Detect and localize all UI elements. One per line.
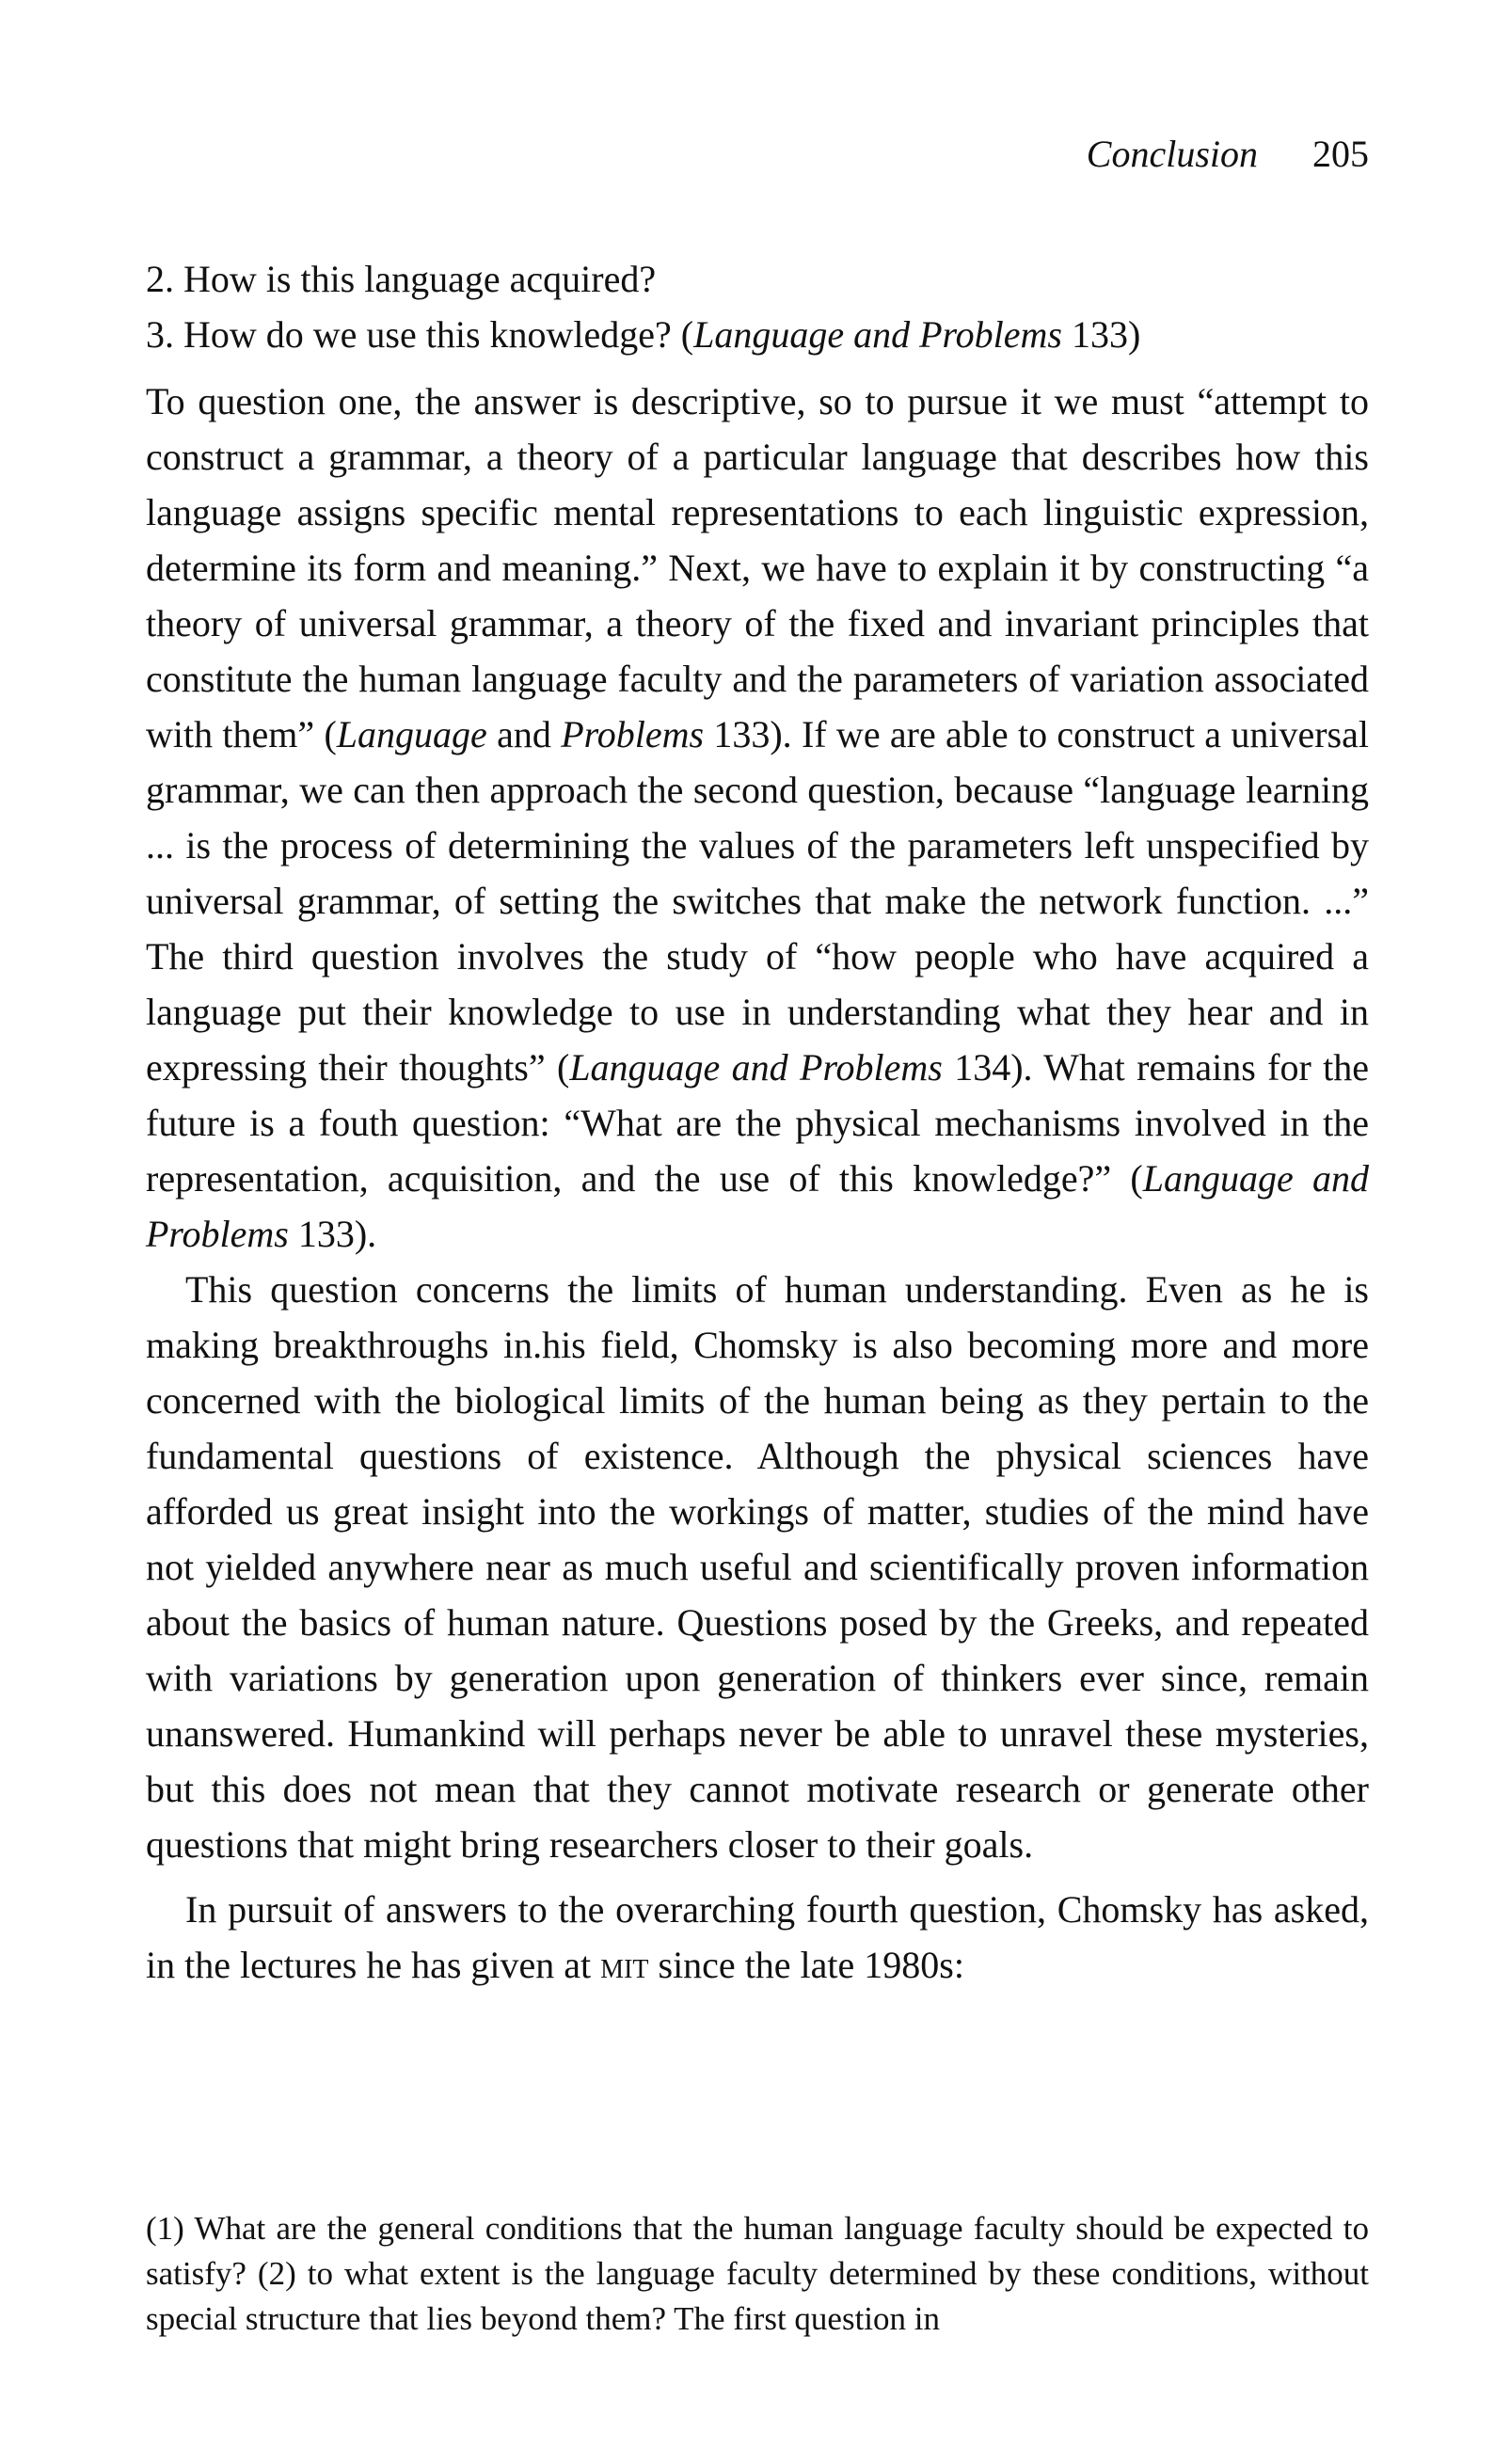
running-head — [146, 132, 1369, 177]
list-item-2 — [146, 251, 1369, 307]
paragraph-3 — [146, 1882, 1369, 1993]
paragraph-1-part-c: and — [486, 713, 562, 755]
paragraph-2: This question concerns the limits of human understanding. Even as he is making breakthroughs in.his field, Chomsky is also becoming more and more concerned with the biological limits of the human being as they pertain to the fundamental questions of existence. Although the physical sciences have afforded us great insight into the workings of matter, studies of the mind have not yielded anywhere near as much useful and scientifically proven information about the basics of human nature. Questions posed by the Greeks, and repeated with variations by generation upon generation of thinkers ever since, remain unanswered. Humankind will perhaps never be able to unravel these mysteries, but this does not mean that they cannot motivate research or generate other questions that might bring researchers closer to their goals. — [146, 1268, 1369, 1866]
paragraph-3-part-a: In pursuit of answers to the overarching fourth question, Chomsky has asked, in the lectures he has given at — [146, 1888, 1369, 1986]
list-item-2-text: 2. How is this language acquired? — [146, 258, 657, 300]
page-number: 205 — [1312, 133, 1369, 175]
block-quote: (1) What are the general conditions that the human language faculty should be expected to satisfy? (2) to what extent is the language faculty determined by these conditions, without special structure that lies beyond them? The first question in — [146, 2210, 1369, 2337]
paragraph-1 — [146, 374, 1369, 1262]
body-text — [146, 251, 1369, 1993]
paragraph-3-part-b: since the late 1980s: — [648, 1944, 964, 1986]
citation-title: Problems — [561, 713, 705, 755]
paragraph-1-part-i: 133). — [288, 1213, 377, 1255]
paragraph-1-part-g: 134). What remains for the future is a fouth question: “What are the physical mechanisms involved in the representation, acquisition, and the use of this knowledge?” ( — [146, 1046, 1369, 1200]
paragraph-1-part-a: To question one, the answer is descriptive, so to pursue it we must “attempt to construct a grammar, a theory of a particular language that describes how this language assigns specific mental representations to each linguistic expression, determine its form and meaning.” Next, we have to explain it by constructing “a theory of universal grammar, a theory of the fixed and invariant principles that constitute the human language faculty and the parameters of variation associated with them” ( — [146, 380, 1369, 755]
paragraph-1-part-e: 133). If we are able to construct a universal grammar, we can then approach the second question, because “language learning ... is the process of determining the values of the parameters left unspecified by universal grammar, of setting the switches that make the network function. ...” The third question involves the study of “how people who have acquired a language put their knowledge to use in understanding what they hear and in expressing their thoughts” ( — [146, 713, 1369, 1089]
list-item-3 — [146, 307, 1369, 362]
citation-title: Language — [336, 713, 487, 755]
citation-title: Language and Problems — [146, 1157, 1369, 1255]
citation-page: 133) — [1061, 313, 1141, 356]
citation-title: Language and Problems — [569, 1046, 943, 1089]
institution-name: mit — [600, 1944, 649, 1986]
section-title: Conclusion — [1086, 133, 1258, 175]
citation-title: Language and Problems — [693, 313, 1062, 356]
list-item-3-text: 3. How do we use this knowledge? ( — [146, 313, 694, 356]
